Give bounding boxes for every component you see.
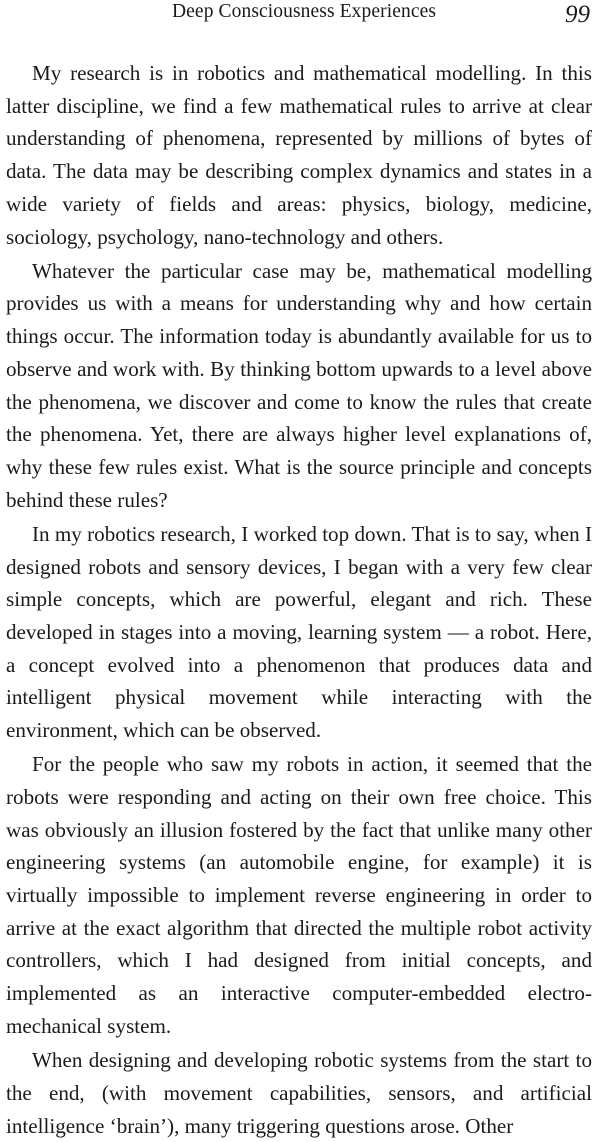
page-number: 99 — [565, 1, 590, 28]
paragraph-3: In my robotics research, I worked top down. That is to say, when I designed robots and sensory devices, I began with a very few clear simple concepts, which are powerful, elegant and rich. These developed in stages into a moving, learning system — a robot. Here, a concept evolved into a phenomenon that produces data and intelligent physical movement while interacting with the environment, which can be observed. — [6, 521, 592, 743]
paragraph-5: When designing and developing robotic systems from the start to the end, (with movement capabilities, sensors, and artificial intelligence ‘brain’), many triggering questions arose. Other — [6, 1048, 592, 1138]
body-text — [6, 57, 592, 1142]
running-header-title: Deep Consciousness Experiences — [172, 1, 437, 22]
paragraph-1: My research is in robotics and mathematical modelling. In this latter discipline, we find a few mathematical rules to arrive at clear understanding of phenomena, represented by millions of bytes of data. The data may be describing complex dynamics and states in a wide variety of fields and areas: physics, biology, medicine, sociology, psychology, nano-technology and others. — [6, 61, 592, 249]
paragraph-2: Whatever the particular case may be, mathematical modelling provides us with a means for understanding why and how certain things occur. The information today is abundantly available for us to observe and work with. By thinking bottom upwards to a level above the phenomena, we discover and come to know the rules that create the phenomena. Yet, there are always higher level explanations of, why these few rules exist. What is the source principle and concepts behind these rules? — [6, 258, 592, 512]
running-header — [0, 0, 600, 34]
paragraph-4: For the people who saw my robots in action, it seemed that the robots were responding and acting on their own free choice. This was obviously an illusion fostered by the fact that unlike many other engineering systems (an automobile engine, for example) it is virtually impossible to implement reverse engineering in order to arrive at the exact algorithm that directed the multiple robot activity controllers, which I had designed from initial concepts, and implemented as an interactive computer-embedded electro-mechanical system. — [6, 752, 592, 1038]
